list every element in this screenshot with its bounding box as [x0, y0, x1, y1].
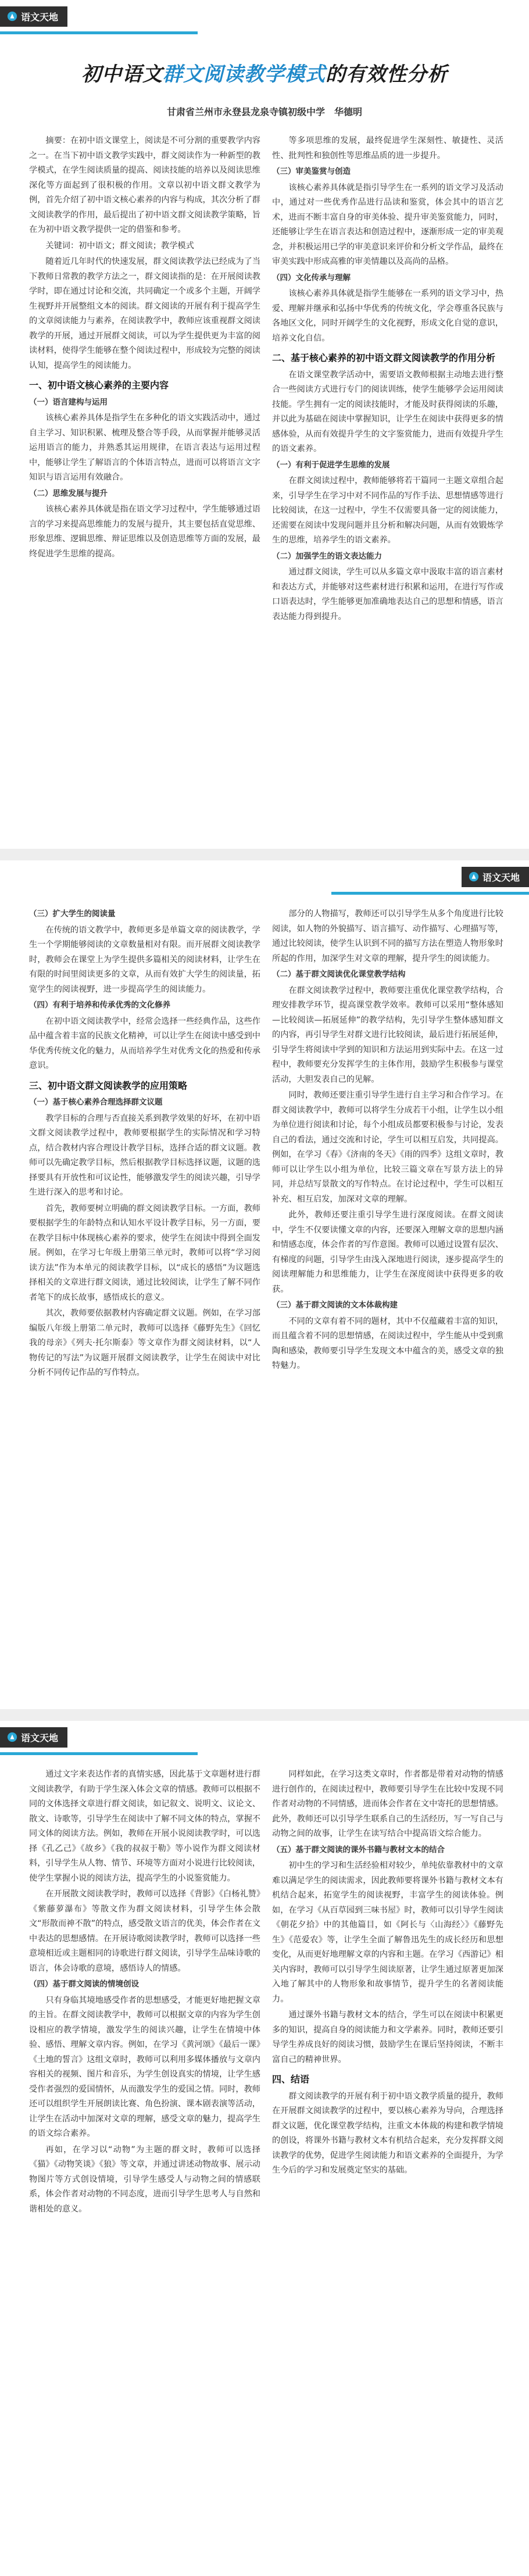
- pen-nib-icon: [469, 871, 479, 882]
- paragraph: 随着近几年时代的快速发展，群文阅读教学法已经成为了当下教师日常教的教学方法之一，群文阅读指的是：在开展阅读教学时，即在通过讨论和交流，共同确定一个或多个主题，开阔学生视野并开展整组文本的阅读。群文阅读的开展有利于提高学生的文章阅读能力与素养，在阅读教学中，教师应该重视群文阅读教学的开展，通过开展群文阅读，可以为学生提供更为丰富的阅读材料，使得学生能够在整个阅读过程中，形成较为完整的阅读认知，提高学生的阅读能力。: [29, 257, 260, 370]
- paragraph: 同时，教师还要注重引导学生进行自主学习和合作学习。在群文阅读教学中，教师可以将学生分成若干小组，让学生以小组为单位进行阅读和讨论，每个小组成员都要积极参与讨论，发表自己的看法，通过交流和讨论，学生可以相互启发，共同提高。例如，在学习《春》《济南的冬天》《雨的四季》这组文章时，教师可以让学生以小组为单位，比较三篇文章在写景方法上的异同，并总结写景散文的写作特点。在讨论过程中，学生可以相互补充、相互启发，加深对文章的理解。: [272, 1091, 503, 1204]
- subsection-heading: （四）基于群文阅读的情境创设: [29, 1980, 139, 1989]
- header-rule: [0, 1752, 198, 1755]
- column-right: [272, 134, 503, 626]
- paragraph: 通过文字来表达作者的真情实感，因此基于文章题材进行群文阅读教学，有助于学生深入体会文章的情感。教师可以根据不同的文体选择文章进行群文阅读，如记叙文、说明文、议论文、散文、诗歌等，引导学生在阅读中了解不同文体的特点，掌握不同文体的阅读方法。例如，教师在开展小说阅读教学时，可以选择《孔乙己》《故乡》《我的叔叔于勒》等小说作为群文阅读材料，引导学生从人物、情节、环境等方面对小说进行比较阅读，使学生掌握小说的阅读方法，提高学生的小说鉴赏能力。: [29, 1770, 260, 1883]
- column-right: [272, 907, 503, 1375]
- subsection-heading: （二）基于群文阅读优化课堂教学结构: [272, 970, 406, 979]
- pen-nib-icon: [7, 1732, 17, 1742]
- subsection-heading: （一）有利于促进学生思维的发展: [272, 460, 390, 470]
- paragraph: 初中生的学习和生活经验相对较少，单纯依靠教材中的文章难以满足学生的阅读需求，因此教师要将课外书籍与教材文本有机结合起来，拓宽学生的阅读视野，丰富学生的阅读体验。例如，在学习《从百草园到三味书屋》时，教师可以引导学生阅读《朝花夕拾》中的其他篇目，如《阿长与〈山海经〉》《藤野先生》《范爱农》等，让学生全面了解鲁迅先生的成长经历和思想变化，从而更好地理解文章的内容和主题。在学习《西游记》相关内容时，教师可以引导学生阅读原著，让学生通过原著更加深入地了解其中的人物形象和故事情节，提升学生的名著阅读能力。: [272, 1861, 503, 2004]
- paragraph: 该核心素养具体就是指学生能够在一系列的语文学习中，热爱、理解并继承和弘扬中华优秀的传统文化，学会尊重各民族与各地区文化，同时开阔学生的文化视野，形成文化自觉的意识，培养文化自信。: [272, 289, 503, 343]
- paragraph: 该核心素养具体是指学生在多种化的语文实践活动中，通过自主学习、知识积累、梳理及整合等手段，从而掌握并能够灵活运用语言的能力，并熟悉其运用规律，在语言表达与运用过程中，能够让学生了解语言的个体语言特点，进而可以将语言文字知识与语言运用有效融合。: [29, 413, 260, 482]
- paragraph: 其次，教师要依据教材内容确定群文议题。例如，在学习部编版八年级上册第二单元时，教师可以选择《藤野先生》《回忆我的母亲》《列夫·托尔斯泰》等文章作为群文阅读材料，以“人物传记的写法”为议题开展群文阅读教学，让学生在阅读中对比分析不同传记作品的写作特点。: [29, 1309, 260, 1377]
- page-3: [0, 1721, 529, 2576]
- paragraph: 不同的文章有着不同的题材，其中不仅蕴藏着丰富的知识，而且蕴含着不同的思想情感，在阅读过程中，学生能从中受到熏陶和感染，教师要引导学生发现文本中蕴含的美，感受文章的独特魅力。: [272, 1316, 503, 1370]
- column-left: [29, 134, 260, 563]
- keywords: 关键词：初中语文；群文阅读；教学模式: [45, 241, 194, 251]
- section-badge: [462, 867, 529, 887]
- subsection-heading: （四）文化传承与理解: [272, 273, 351, 283]
- paragraph: 此外，教师还要注重引导学生进行深度阅读。在群文阅读中，学生不仅要读懂文章的内容，还要深入理解文章的思想内涵和情感态度，体会作者的写作意图。教师可以通过设置有层次、有梯度的问题，引导学生由浅入深地进行阅读，逐步提高学生的阅读理解能力和思维能力，让学生在深度阅读中获得更多的收获。: [272, 1210, 503, 1294]
- paragraph: 首先，教师要树立明确的群文阅读教学目标。一方面，教师要根据学生的年龄特点和认知水平设计教学目标，另一方面，要在教学目标中体现核心素养的要求，使学生在阅读中得到全面发展。例如，在学习七年级上册第三单元时，教师可以将“学习阅读方法”作为本单元的阅读教学目标，以“成长的感悟”为议题选择相关的文章进行群文阅读，通过比较阅读，让学生了解不同作者笔下的成长故事，感悟成长的意义。: [29, 1203, 260, 1302]
- section-badge: [0, 1727, 67, 1748]
- paragraph: 教学目标的合理与否直接关系到教学效果的好坏，在初中语文群文阅读教学过程中，教师要根据学生的实际情况和学习特点，结合教材内容合理设计教学目标，选择合适的群文议题。教师可以先确定教学目标，然后根据教学目标选择议题，议题的选择要具有开放性和可议论性，能够激发学生的阅读兴趣，引导学生进行深入的思考和讨论。: [29, 1113, 260, 1197]
- header-rule: [331, 892, 529, 895]
- abstract: 摘要：在初中语文课堂上，阅读是不可分割的重要教学内容之一。在当下初中语文教学实践中，群文阅读作为一种新型的教学模式，在学生阅读质量的提高、阅读技能的培养以及阅读思维深化等方面起到了很积极的作用。文章以初中语文群文教学为例，首先介绍了初中语文核心素养的内容与构成，其次分析了群文阅读教学的作用，最后提出了初中语文群文阅读教学策略，旨在为初中语文教学提供一定的借鉴和参考。: [29, 136, 260, 234]
- paragraph: 同样如此，在学习这类文章时，作者都是带着对动物的情感进行创作的，在阅读过程中，教师要引导学生在比较中发现不同作者对动物的不同情感，进而体会作者在文中寄托的思想情感。此外，教师还可以引导学生联系自己的生活经历，写一写自己与动物之间的故事，让学生在读写结合中提高语文综合能力。: [272, 1770, 503, 1838]
- paragraph: 通过课外书籍与教材文本的结合，学生可以在阅读中积累更多的知识，提高自身的阅读能力和文学素养。同时，教师还要引导学生养成良好的阅读习惯，鼓励学生在课后坚持阅读，不断丰富自己的精神世界。: [272, 2010, 503, 2064]
- column-left: [29, 907, 260, 1382]
- paragraph: 只有身临其境地感受作者的思想感受，才能更好地把握文章的主旨。在群文阅读教学中，教师可以根据文章的内容为学生创设相应的教学情境，激发学生的阅读兴趣，让学生在情境中体验、感悟、理解文章内容。例如，在学习《黄河颂》《最后一课》《土地的誓言》这组文章时，教师可以利用多媒体播放与文章内容相关的视频、图片和音乐，为学生创设真实的情境，让学生感受作者强烈的爱国情怀，从而激发学生的爱国之情。同时，教师还可以组织学生开展朗读比赛、角色扮演、课本剧表演等活动，让学生在活动中加深对文章的理解，感受文章的魅力，提高学生的语文综合素养。: [29, 1995, 260, 2138]
- column-right: [272, 1767, 503, 2180]
- column-left: [29, 1767, 260, 2218]
- page-gap: [0, 849, 529, 860]
- paragraph: 群文阅读教学的开展有利于初中语文教学质量的提升，教师在开展群文阅读教学的过程中，要以核心素养为导向，合理选择群文议题，优化课堂教学结构，注重文本体裁的构建和教学情境的创设，将课外书籍与教材文本有机结合起来，充分发挥群文阅读教学的优势，促进学生阅读能力和语文素养的全面提升，为学生今后的学习和发展奠定坚实的基础。: [272, 2091, 503, 2175]
- paragraph: 等多项思维的发展，最终促进学生深刻性、敏捷性、灵活性、批判性和独创性等思维品质的进一步提升。: [272, 136, 503, 160]
- paragraph: 在语文课堂教学活动中，需要语文教师根据主动地去进行整合一些阅读方式进行专门的阅读训练，使学生能够学会运用阅读技能。学生拥有一定的阅读技能时，才能及时获得阅读的乐趣，并以此为基础在阅读中掌握知识，让学生在阅读中获得更多的情感体验，从而有效提升学生的文字鉴赏能力，进而有效提升学生的语文素养。: [272, 370, 503, 453]
- paragraph: 部分的人物描写，教师还可以引导学生从多个角度进行比较阅读，如人物的外貌描写、语言描写、动作描写、心理描写等，通过比较阅读，使学生认识到不同的描写方法在塑造人物形象时所起的作用，加深学生对文章的理解，提升学生的阅读能力。: [272, 909, 503, 963]
- paragraph: 在初中语文阅读教学中，经常会选择一些经典作品，这些作品中蕴含着丰富的民族文化精神，可以让学生在阅读中感受到中华优秀传统文化的魅力，从而培养学生对优秀文化的热爱和传承意识。: [29, 1016, 260, 1070]
- subsection-heading: （一）语言建构与运用: [29, 397, 108, 407]
- pen-nib-icon: [7, 11, 17, 22]
- subsection-heading: （五）基于群文阅读的课外书籍与教材文本的结合: [272, 1845, 445, 1855]
- article-author: 甘肃省兰州市永登县龙泉寺镇初级中学 华德明: [166, 106, 362, 117]
- paragraph: 该核心素养具体就是指在语文学习过程中，学生能够通过语言的学习来提高思维能力的发展与提升，其主要包括直觉思维、形象思维、逻辑思维、辩证思维以及创造思维等方面的发展，最终促进学生思维的提高。: [29, 505, 260, 559]
- section-header: [462, 864, 529, 889]
- subsection-heading: （二）思维发展与提升: [29, 488, 108, 498]
- paragraph: 该核心素养具体就是指引导学生在一系列的语文学习及活动中，通过对一些优秀作品进行品读和鉴赏，体会其中的语言艺术，进而不断丰富自身的审美体验、提升审美鉴赏能力，同时，还能够让学生在语言表达和创造过程中，逐渐形成一定的审美观念，并积极运用已学的审美意识来评价和分析文学作品，最终在审美实践中形成高雅的审美情趣以及高尚的品格。: [272, 183, 503, 266]
- page-1: [0, 0, 529, 884]
- subsection-heading: （一）基于核心素养合理选择群文议题: [29, 1098, 163, 1107]
- section-label: 语文天地: [21, 1732, 59, 1743]
- paragraph: 在群文阅读过程中，教师能够将若干篇同一主题文章组合起来，引导学生在学习中对不同作品的写作手法、思想情感等进行比较阅读，在这一过程中，学生不仅需要具备一定的阅读能力，还需要在阅读中发现问题并且分析和解决问题，从而有效锻炼学生的思维，培养学生的语文素养。: [272, 476, 503, 545]
- subsection-heading: （四）有利于培养和传承优秀的文化修养: [29, 1001, 170, 1010]
- section-heading: 二、基于核心素养的初中语文群文阅读教学的作用分析: [272, 352, 496, 363]
- section-header: [0, 1724, 67, 1750]
- paragraph: 再如，在学习以“动物”为主题的群文时，教师可以选择《猫》《动物笑谈》《狼》等文章，并通过讲述动物故事、展示动物图片等方式创设情境，引导学生感受人与动物之间的情感联系，体会作者对动物的不同态度，进而引导学生思考人与自然和谐相处的意义。: [29, 2145, 260, 2214]
- paragraph: 在群文阅读教学过程中，教师要注重优化课堂教学结构，合理安排教学环节，提高课堂教学效率。教师可以采用“整体感知—比较阅读—拓展延伸”的教学结构，先引导学生整体感知群文的内容，再引导学生对群文进行比较阅读，最后进行拓展延伸，引导学生将阅读中学到的知识和方法运用到实际中去。在这一过程中，教师要充分发挥学生的主体作用，鼓励学生积极参与课堂活动，大胆发表自己的见解。: [272, 985, 503, 1084]
- section-label: 语文天地: [21, 11, 59, 23]
- subsection-heading: （三）扩大学生的阅读量: [29, 909, 116, 919]
- article-title: 初中语文群文阅读教学模式的有效性分析: [81, 63, 448, 86]
- section-heading: 一、初中语文核心素养的主要内容: [29, 380, 169, 391]
- page-gap: [0, 1709, 529, 1721]
- paragraph: 在传统的语文教学中，教师更多是单篇文章的阅读教学，学生一个学期能够阅读的文章数量相对有限。而开展群文阅读教学时，教师会在课堂上为学生提供多篇相关的阅读材料，让学生在有限的时间里阅读更多的文章，从而有效扩大学生的阅读量，拓宽学生的阅读视野，进一步提高学生的阅读能力。: [29, 925, 260, 994]
- subsection-heading: （三）基于群文阅读的文本体裁构建: [272, 1300, 398, 1310]
- subsection-heading: （三）审美鉴赏与创造: [272, 167, 351, 176]
- header-rule: [0, 31, 198, 34]
- section-label: 语文天地: [482, 871, 520, 883]
- section-heading: 四、结语: [272, 2074, 310, 2085]
- paragraph: 通过群文阅读，学生可以从多篇文章中汲取丰富的语言素材和表达方式，并能够对这些素材进行积累和运用，在进行写作或口语表达时，学生能够更加准确地表达自己的思想和情感，语言表达能力得到提升。: [272, 567, 503, 621]
- section-header: [0, 3, 67, 29]
- page-2: [0, 860, 529, 1709]
- section-heading: 三、初中语文群文阅读教学的应用策略: [29, 1080, 188, 1091]
- paragraph: 在开展散文阅读教学时，教师可以选择《背影》《白杨礼赞》《紫藤萝瀑布》等散文作为群文阅读材料，引导学生体会散文“形散而神不散”的特点，感受散文语言的优美，体会作者在文中表达的思想感情。在开展诗歌阅读教学时，教师可以选择一些意境相近或主题相同的诗歌进行群文阅读，引导学生品味诗歌的语言，体会诗歌的意境，感悟诗人的情感。: [29, 1889, 260, 1973]
- subsection-heading: （二）加强学生的语文表达能力: [272, 551, 382, 561]
- section-badge: [0, 6, 67, 27]
